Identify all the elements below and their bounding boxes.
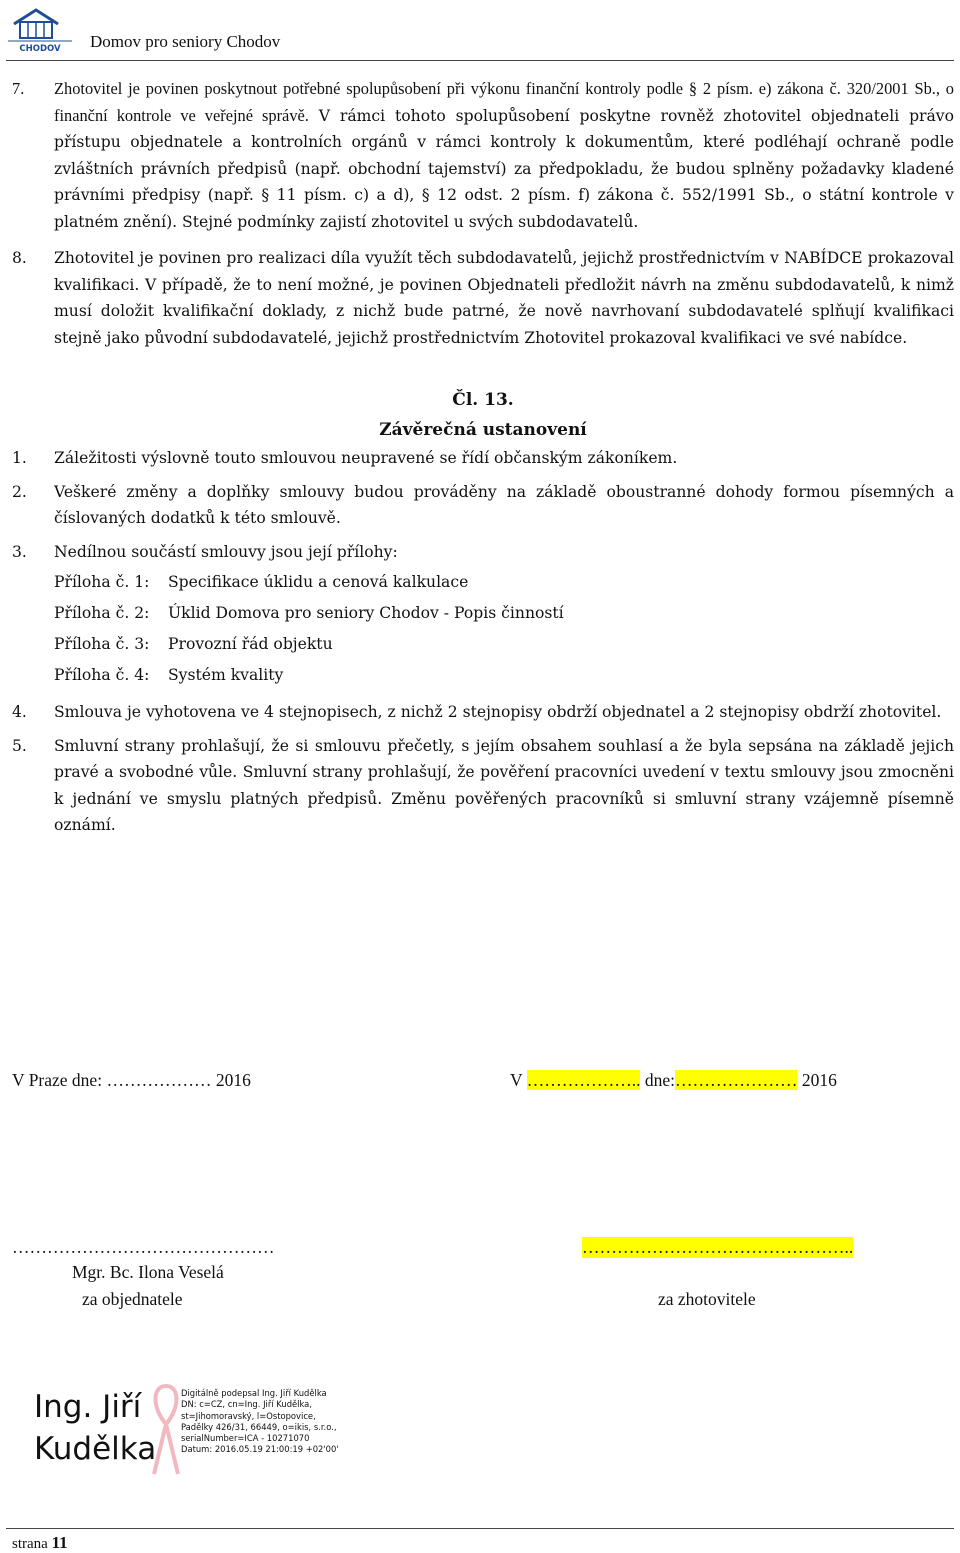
article-title: Závěrečná ustanovení [379, 420, 587, 440]
attachment-label: Příloha č. 4: [54, 666, 150, 684]
final-clause [12, 479, 954, 532]
attachment-text: Systém kvality [168, 666, 284, 684]
signature-detail-line: Datum: 2016.05.19 21:00:19 +02'00' [181, 1444, 339, 1455]
clause-number: 2. [12, 482, 27, 501]
footer-divider [6, 1528, 954, 1529]
clause-8-text: Zhotovitel je povinen pro realizaci díla využít těch subdodavatelů, jejichž prostřednictvím v NABÍDCE prokazoval kvalifikaci. V případě, že to není možné, je povinen Objednateli předložit návrh na změnu subdodavatelů, k nimž musí doložit kvalifikační doklady, z nichž bude patrné, že nově navrhovaní subdodavatelé splňují kvalifikaci stejně jako původní subdodavatelé, jejichž prostřednictvím Zhotovitel prokazoval kvalifikaci ve své nabídce. [54, 249, 954, 347]
clause-number: 3. [12, 542, 27, 561]
signature-detail-line: Digitálně podepsal Ing. Jiří Kudělka [181, 1388, 327, 1398]
digital-signature-stamp [18, 1380, 438, 1480]
page-header [0, 0, 960, 62]
attachment-text: Provozní řád objektu [168, 635, 333, 653]
signer-name [34, 1386, 156, 1470]
page-footer [12, 1533, 68, 1553]
signature-detail-line: Padělky 426/31, 66449, o=ikis, s.r.o., [181, 1421, 337, 1432]
final-clause [12, 539, 954, 566]
final-clause-text: Záležitosti výslovně touto smlouvou neupravené se řídí občanským zákoníkem. [54, 449, 678, 467]
final-clause [12, 733, 954, 839]
final-clause-text: Smluvní strany prohlašují, že si smlouvu přečetly, s jejím obsahem souhlasí a že byla sepsána na základě jejich pravé a svobodné vůle. Smluvní strany prohlašují, že pověření pracovníci uvedení v textu smlouvy jsou zmocněni k jednání ve smyslu platných předpisů. Změnu pověřených pracovníků si smluvní strany vzájemně písemně oznámí. [54, 736, 954, 834]
signatory-role-left: za objednatele [82, 1289, 183, 1309]
header-divider [6, 60, 954, 61]
clause-7-text-b: V rámci tohoto spolupůsobení poskytne rovněž zhotovitel objednateli právo přístupu objednatele a kontrolních orgánů v rámci kontroly k dokumentům, které podléhají ochraně podle zvláštních právních předpisů (např. obchodní tajemství) za předpokladu, že budou splněny požadavky kladené právními předpisy (např. § 11 písm. c) a d), § 12 odst. 2 písm. f) zákona č. 552/1991 Sb., o státní kontrole v platném znění). Stejné podmínky zajistí zhotovitel u svých subdodavatelů. [54, 106, 954, 231]
page-label: strana [12, 1536, 52, 1552]
signature-details [181, 1388, 339, 1456]
clause-8 [12, 245, 954, 351]
signer-name-line2: Kudělka [34, 1431, 157, 1467]
final-clause [12, 445, 954, 472]
attachment-item [54, 629, 954, 660]
clause-7 [12, 76, 954, 235]
signatory-name: Mgr. Bc. Ilona Veselá [72, 1262, 224, 1282]
chodov-logo-icon [6, 4, 78, 54]
page-number: 11 [51, 1533, 68, 1552]
signature-place-left: V Praze dne: ……………… 2016 [12, 1070, 251, 1090]
article-number: Čl. 13. [452, 390, 514, 410]
date-year: 2016 [797, 1070, 837, 1090]
signatory-role-right: za zhotovitele [658, 1289, 756, 1309]
attachment-text: Specifikace úklidu a cenová kalkulace [168, 573, 469, 591]
final-clause [12, 699, 954, 726]
signature-detail-line: st=Jihomoravský, l=Ostopovice, [181, 1410, 316, 1421]
attachment-item [54, 567, 954, 598]
date-label: dne: [640, 1070, 675, 1090]
clause-number: 4. [12, 703, 27, 721]
place-prefix: V [510, 1070, 527, 1090]
final-clause-text: Nedílnou součástí smlouvy jsou její přílohy: [54, 542, 398, 561]
place-blank: ……………….. [526, 1070, 641, 1090]
article-heading [12, 385, 954, 445]
clause-number: 7. [12, 79, 25, 98]
header-title: Domov pro seniory Chodov [90, 32, 281, 51]
svg-text:CHODOV: CHODOV [19, 44, 61, 54]
final-clause-text: Veškeré změny a doplňky smlouvy budou prováděny na základě oboustranné dohody formou písemných a číslovaných dodatků k této smlouvě. [54, 482, 954, 527]
signature-place-right [510, 1070, 837, 1091]
final-clause-text: Smlouva je vyhotovena ve 4 stejnopisech, z nichž 2 stejnopisy obdrží objednatel a 2 stejnopisy obdrží zhotovitel. [54, 703, 942, 721]
attachment-label: Příloha č. 3: [54, 635, 150, 653]
clause-number: 1. [12, 449, 27, 467]
attachment-item [54, 598, 954, 629]
attachment-text: Úklid Domova pro seniory Chodov - Popis činností [168, 604, 564, 622]
signature-line-left: ……………………………………… [12, 1237, 275, 1257]
clause-number: 8. [12, 249, 27, 267]
attachment-label: Příloha č. 2: [54, 604, 150, 622]
attachment-item [54, 660, 954, 691]
date-blank: ………………… [674, 1070, 798, 1090]
signature-detail-line: serialNumber=ICA - 10271070 [181, 1433, 310, 1444]
attachment-label: Příloha č. 1: [54, 573, 150, 591]
signer-name-line1: Ing. Jiří [34, 1389, 142, 1425]
document-body [12, 76, 954, 846]
signature-line-right: ……………………………………….. [582, 1237, 854, 1257]
signature-detail-line: DN: c=CZ, cn=Ing. Jiří Kudělka, [181, 1399, 312, 1410]
clause-7-text-a: Zhotovitel je povinen poskytnout potřebné spolupůsobení při výkonu finanční kontroly podle § 2 písm. e) zákona č. 320/2001 Sb., o finanční kontrole ve veřejné správě. [54, 79, 954, 125]
clause-number: 5. [12, 736, 27, 755]
